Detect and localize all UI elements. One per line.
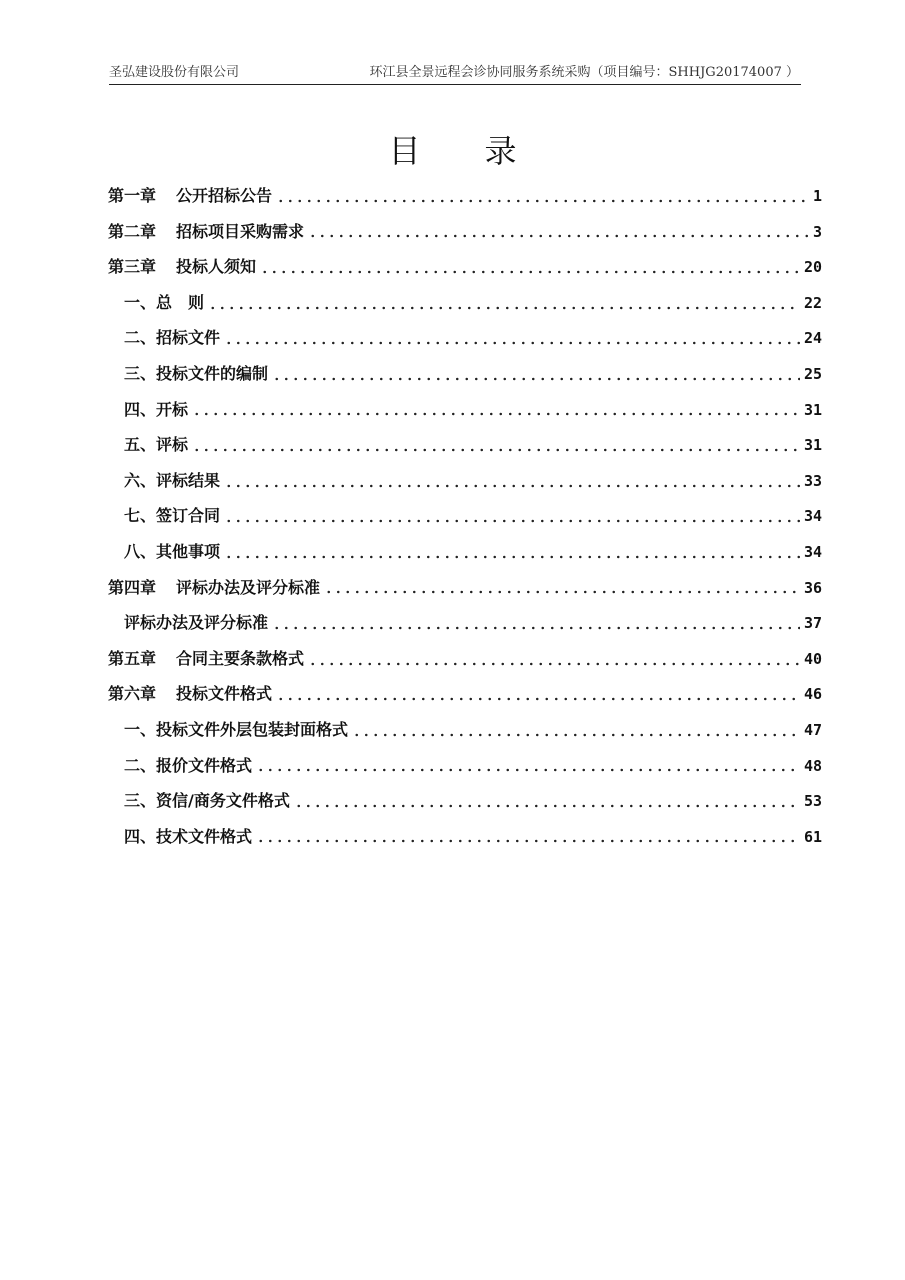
toc-page-number: 25 [803, 364, 822, 383]
page-header [109, 64, 801, 85]
toc-entry-label: 四、技术文件格式 [124, 826, 253, 846]
toc-page-number: 37 [803, 614, 822, 633]
toc-dot-leader [260, 270, 800, 274]
toc-entry[interactable] [108, 463, 822, 499]
toc-entry-label: 投标人须知 [176, 257, 257, 277]
toc-entry[interactable] [108, 249, 822, 285]
table-of-contents [108, 178, 822, 854]
toc-dot-leader [324, 590, 800, 594]
toc-page-number: 31 [803, 400, 822, 419]
toc-page-number: 22 [803, 293, 822, 312]
toc-page-number: 53 [803, 792, 822, 811]
toc-dot-leader [256, 768, 800, 772]
toc-entry-label: 二、报价文件格式 [124, 755, 253, 775]
toc-entry[interactable] [108, 748, 822, 784]
toc-entry-label: 投标文件格式 [176, 684, 273, 704]
toc-chapter-number: 第五章 [108, 648, 157, 668]
header-company-name: 圣弘建设股份有限公司 [109, 65, 240, 80]
toc-page-number: 34 [803, 507, 822, 526]
toc-page-number: 20 [803, 258, 822, 277]
toc-dot-leader [272, 626, 800, 630]
toc-entry-label: 三、资信/商务文件格式 [124, 791, 290, 811]
toc-entry[interactable] [108, 534, 822, 570]
toc-entry-label: 六、评标结果 [124, 470, 221, 490]
toc-entry-label: 八、其他事项 [124, 541, 221, 561]
toc-entry[interactable] [108, 641, 822, 677]
toc-dot-leader [276, 697, 800, 701]
toc-chapter-number: 第三章 [108, 257, 157, 277]
toc-entry-label: 评标办法及评分标准 [124, 613, 269, 633]
toc-entry[interactable] [108, 320, 822, 356]
toc-entry[interactable] [108, 819, 822, 855]
toc-entry-label: 合同主要条款格式 [176, 648, 305, 668]
toc-dot-leader [308, 234, 809, 238]
toc-entry-label: 二、招标文件 [124, 328, 221, 348]
toc-page-number: 36 [803, 578, 822, 597]
toc-entry[interactable] [108, 605, 822, 641]
toc-dot-leader [192, 412, 800, 416]
toc-page-number: 47 [803, 720, 822, 739]
toc-entry[interactable] [108, 498, 822, 534]
toc-dot-leader [256, 839, 800, 843]
toc-chapter-number: 第一章 [108, 186, 157, 205]
toc-page-number: 24 [803, 329, 822, 348]
toc-page-number: 48 [803, 756, 822, 775]
toc-entry[interactable] [108, 570, 822, 606]
toc-dot-leader [224, 484, 800, 488]
toc-entry-label: 五、评标 [124, 435, 189, 455]
toc-dot-leader [224, 341, 800, 345]
toc-entry[interactable] [108, 285, 822, 321]
toc-entry-label: 三、投标文件的编制 [124, 363, 269, 383]
toc-dot-leader [208, 306, 800, 310]
toc-dot-leader [224, 555, 800, 559]
toc-dot-leader [272, 377, 800, 381]
toc-dot-leader [276, 199, 809, 203]
toc-page-number: 40 [803, 649, 822, 668]
page-title: 目录 [388, 132, 581, 171]
header-project-name: 环江县全景远程会诊协同服务系统采购（项目编号：SHHJG20174007 ） [369, 65, 799, 80]
toc-entry[interactable] [108, 178, 822, 214]
toc-dot-leader [224, 519, 800, 523]
toc-page-number: 46 [803, 685, 822, 704]
toc-page-number: 1 [812, 187, 822, 205]
toc-entry-label: 招标项目采购需求 [176, 221, 305, 241]
toc-entry[interactable] [108, 676, 822, 712]
toc-dot-leader [352, 733, 800, 737]
toc-page-number: 31 [803, 436, 822, 455]
toc-chapter-number: 第四章 [108, 577, 157, 597]
toc-page-number: 3 [812, 222, 822, 241]
toc-page-number: 33 [803, 471, 822, 490]
toc-entry-label: 评标办法及评分标准 [176, 577, 321, 597]
toc-entry[interactable] [108, 392, 822, 428]
toc-dot-leader [192, 448, 800, 452]
toc-entry-label: 一、投标文件外层包装封面格式 [124, 719, 349, 739]
toc-dot-leader [308, 662, 800, 666]
toc-entry[interactable] [108, 427, 822, 463]
toc-entry-label: 公开招标公告 [176, 186, 273, 205]
toc-page-number: 34 [803, 542, 822, 561]
toc-dot-leader [294, 804, 800, 808]
toc-entry[interactable] [108, 214, 822, 250]
toc-page-number: 61 [803, 827, 822, 846]
toc-entry[interactable] [108, 356, 822, 392]
toc-entry[interactable] [108, 712, 822, 748]
toc-entry-label: 七、签订合同 [124, 506, 221, 526]
toc-chapter-number: 第二章 [108, 221, 157, 241]
toc-entry[interactable] [108, 783, 822, 819]
toc-entry-label: 一、总 则 [124, 292, 205, 312]
toc-chapter-number: 第六章 [108, 684, 157, 704]
toc-entry-label: 四、开标 [124, 399, 189, 419]
